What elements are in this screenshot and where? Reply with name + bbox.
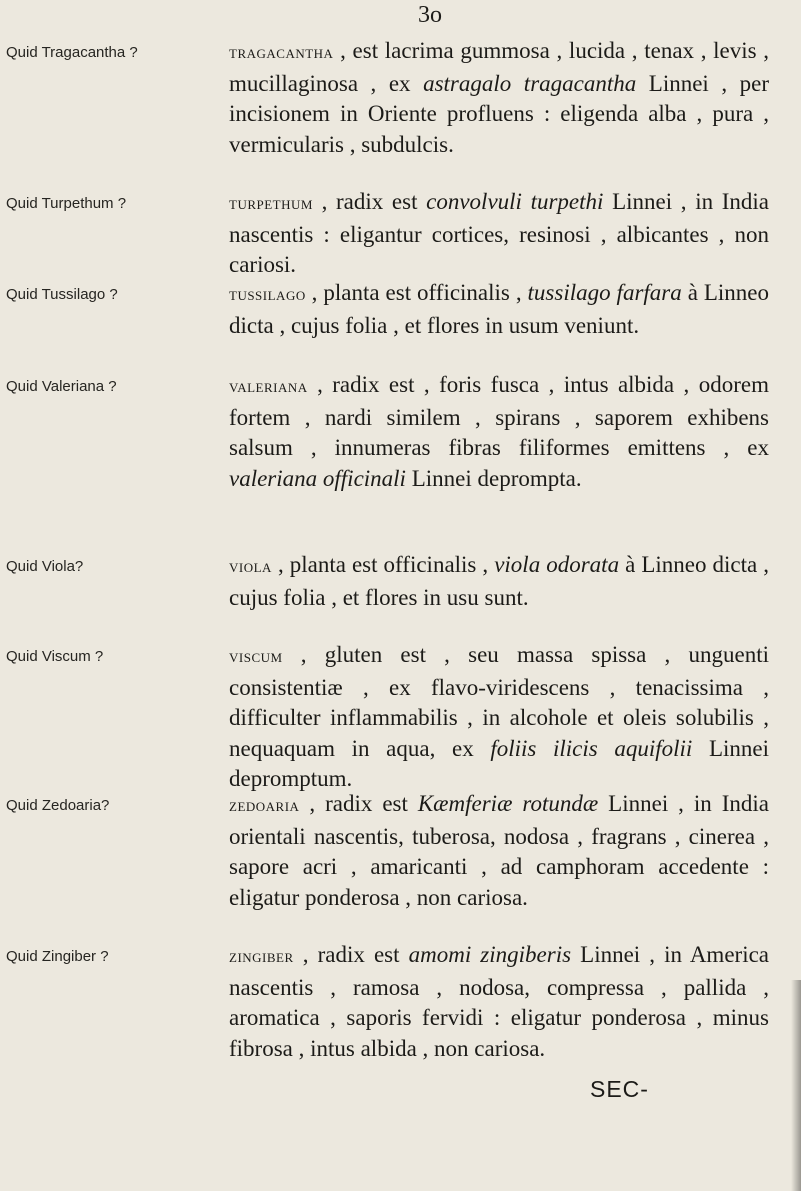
entry-text: [229, 370, 769, 494]
entry-keyword: zedoaria: [229, 795, 300, 816]
scientific-name: astragalo tragacantha: [423, 70, 637, 96]
entry-text-part: , radix est: [299, 791, 418, 816]
entry-keyword: valeriana: [229, 376, 308, 397]
entry-text-part: à Linneo dicta , cujus folia , et flores in usum veniunt.: [229, 280, 770, 338]
scientific-name: Kæmferiæ rotundæ: [417, 791, 599, 816]
entry-text-part: , gluten est , seu massa spissa , unguenti consistentiæ , ex flavo-viridescens , tenacissima , difficulter inflammabilis , in alcohole et oleis solubilis , nequaquam in aqua, ex: [229, 642, 769, 761]
scientific-name: foliis ilicis aquifolii: [490, 735, 693, 761]
entry-text-part: Linnei deprompta.: [405, 465, 582, 491]
entry-text-part: , planta est officinalis ,: [305, 280, 528, 305]
scientific-name: tussilago farfara: [527, 280, 682, 305]
entry-text-part: , radix est: [293, 942, 409, 967]
marginal-note: Quid Zingiber ?: [6, 948, 109, 965]
entry-keyword: tragacantha: [229, 42, 334, 63]
page-number: 3o: [418, 2, 442, 28]
entry-text: [229, 278, 769, 341]
entry-keyword: tussilago: [229, 284, 306, 305]
scientific-name: amomi zingiberis: [408, 942, 572, 967]
marginal-note: Quid Turpethum ?: [6, 195, 127, 212]
entry-text: [229, 940, 769, 1064]
entry-keyword: viola: [229, 556, 272, 577]
entry-text-part: , est lacrima gummosa , lucida , tenax , levis , mucillaginosa , ex: [229, 38, 769, 96]
entry-text-part: Linnei , in India orientali nascentis, tuberosa, nodosa , fragrans , cinerea , sapore acri , amaricanti , ad camphoram accedente : eligatur ponderosa , non cariosa.: [229, 791, 770, 910]
entry-text: [229, 187, 769, 281]
marginal-note: Quid Zedoaria?: [6, 797, 110, 814]
marginal-note: Quid Viola?: [6, 558, 84, 575]
entry-keyword: zingiber: [229, 946, 294, 967]
entry-keyword: viscum: [229, 646, 283, 667]
entry-text: [229, 789, 769, 913]
marginal-note: Quid Tragacantha ?: [6, 44, 138, 61]
scientific-name: viola odorata: [494, 552, 620, 577]
entry-text-part: , radix est: [312, 189, 427, 214]
entry-text-part: Linnei , per incisionem in Oriente profluens : eligenda alba , pura , vermicularis , subdulcis.: [229, 70, 769, 157]
entry-text: [229, 36, 769, 160]
entry-text-part: Linnei , in India nascentis : eligantur cortices, resinosi , albicantes , non cariosi.: [229, 189, 769, 277]
entry-text-part: Linnei depromptum.: [229, 735, 769, 791]
entry-text-part: à Linneo dicta , cujus folia , et flores in usu sunt.: [229, 552, 770, 610]
entry-text: [229, 640, 769, 795]
entry-text-part: , radix est , foris fusca , intus albida , odorem fortem , nardi similem , spirans , saporem exhibens salsum , innumeras fibras filiformes emittens , ex: [229, 372, 769, 460]
marginal-note: Quid Viscum ?: [6, 648, 104, 665]
entry-keyword: turpethum: [229, 193, 313, 214]
entry-text-part: , planta est officinalis ,: [271, 552, 495, 577]
marginal-note: Quid Valeriana ?: [6, 378, 117, 395]
catchword: SEC-: [590, 1076, 649, 1102]
scientific-name: convolvuli turpethi: [426, 189, 604, 214]
scientific-name: valeriana officinali: [229, 465, 406, 491]
page-edge-shadow: [791, 980, 801, 1191]
entry-text-part: Linnei , in America nascentis , ramosa , nodosa, compressa , pallida , aromatica , saporis fervidi : eligatur ponderosa , minus fibrosa , intus albida , non cariosa.: [229, 942, 769, 1061]
entry-text: [229, 550, 769, 613]
marginal-note: Quid Tussilago ?: [6, 286, 118, 303]
